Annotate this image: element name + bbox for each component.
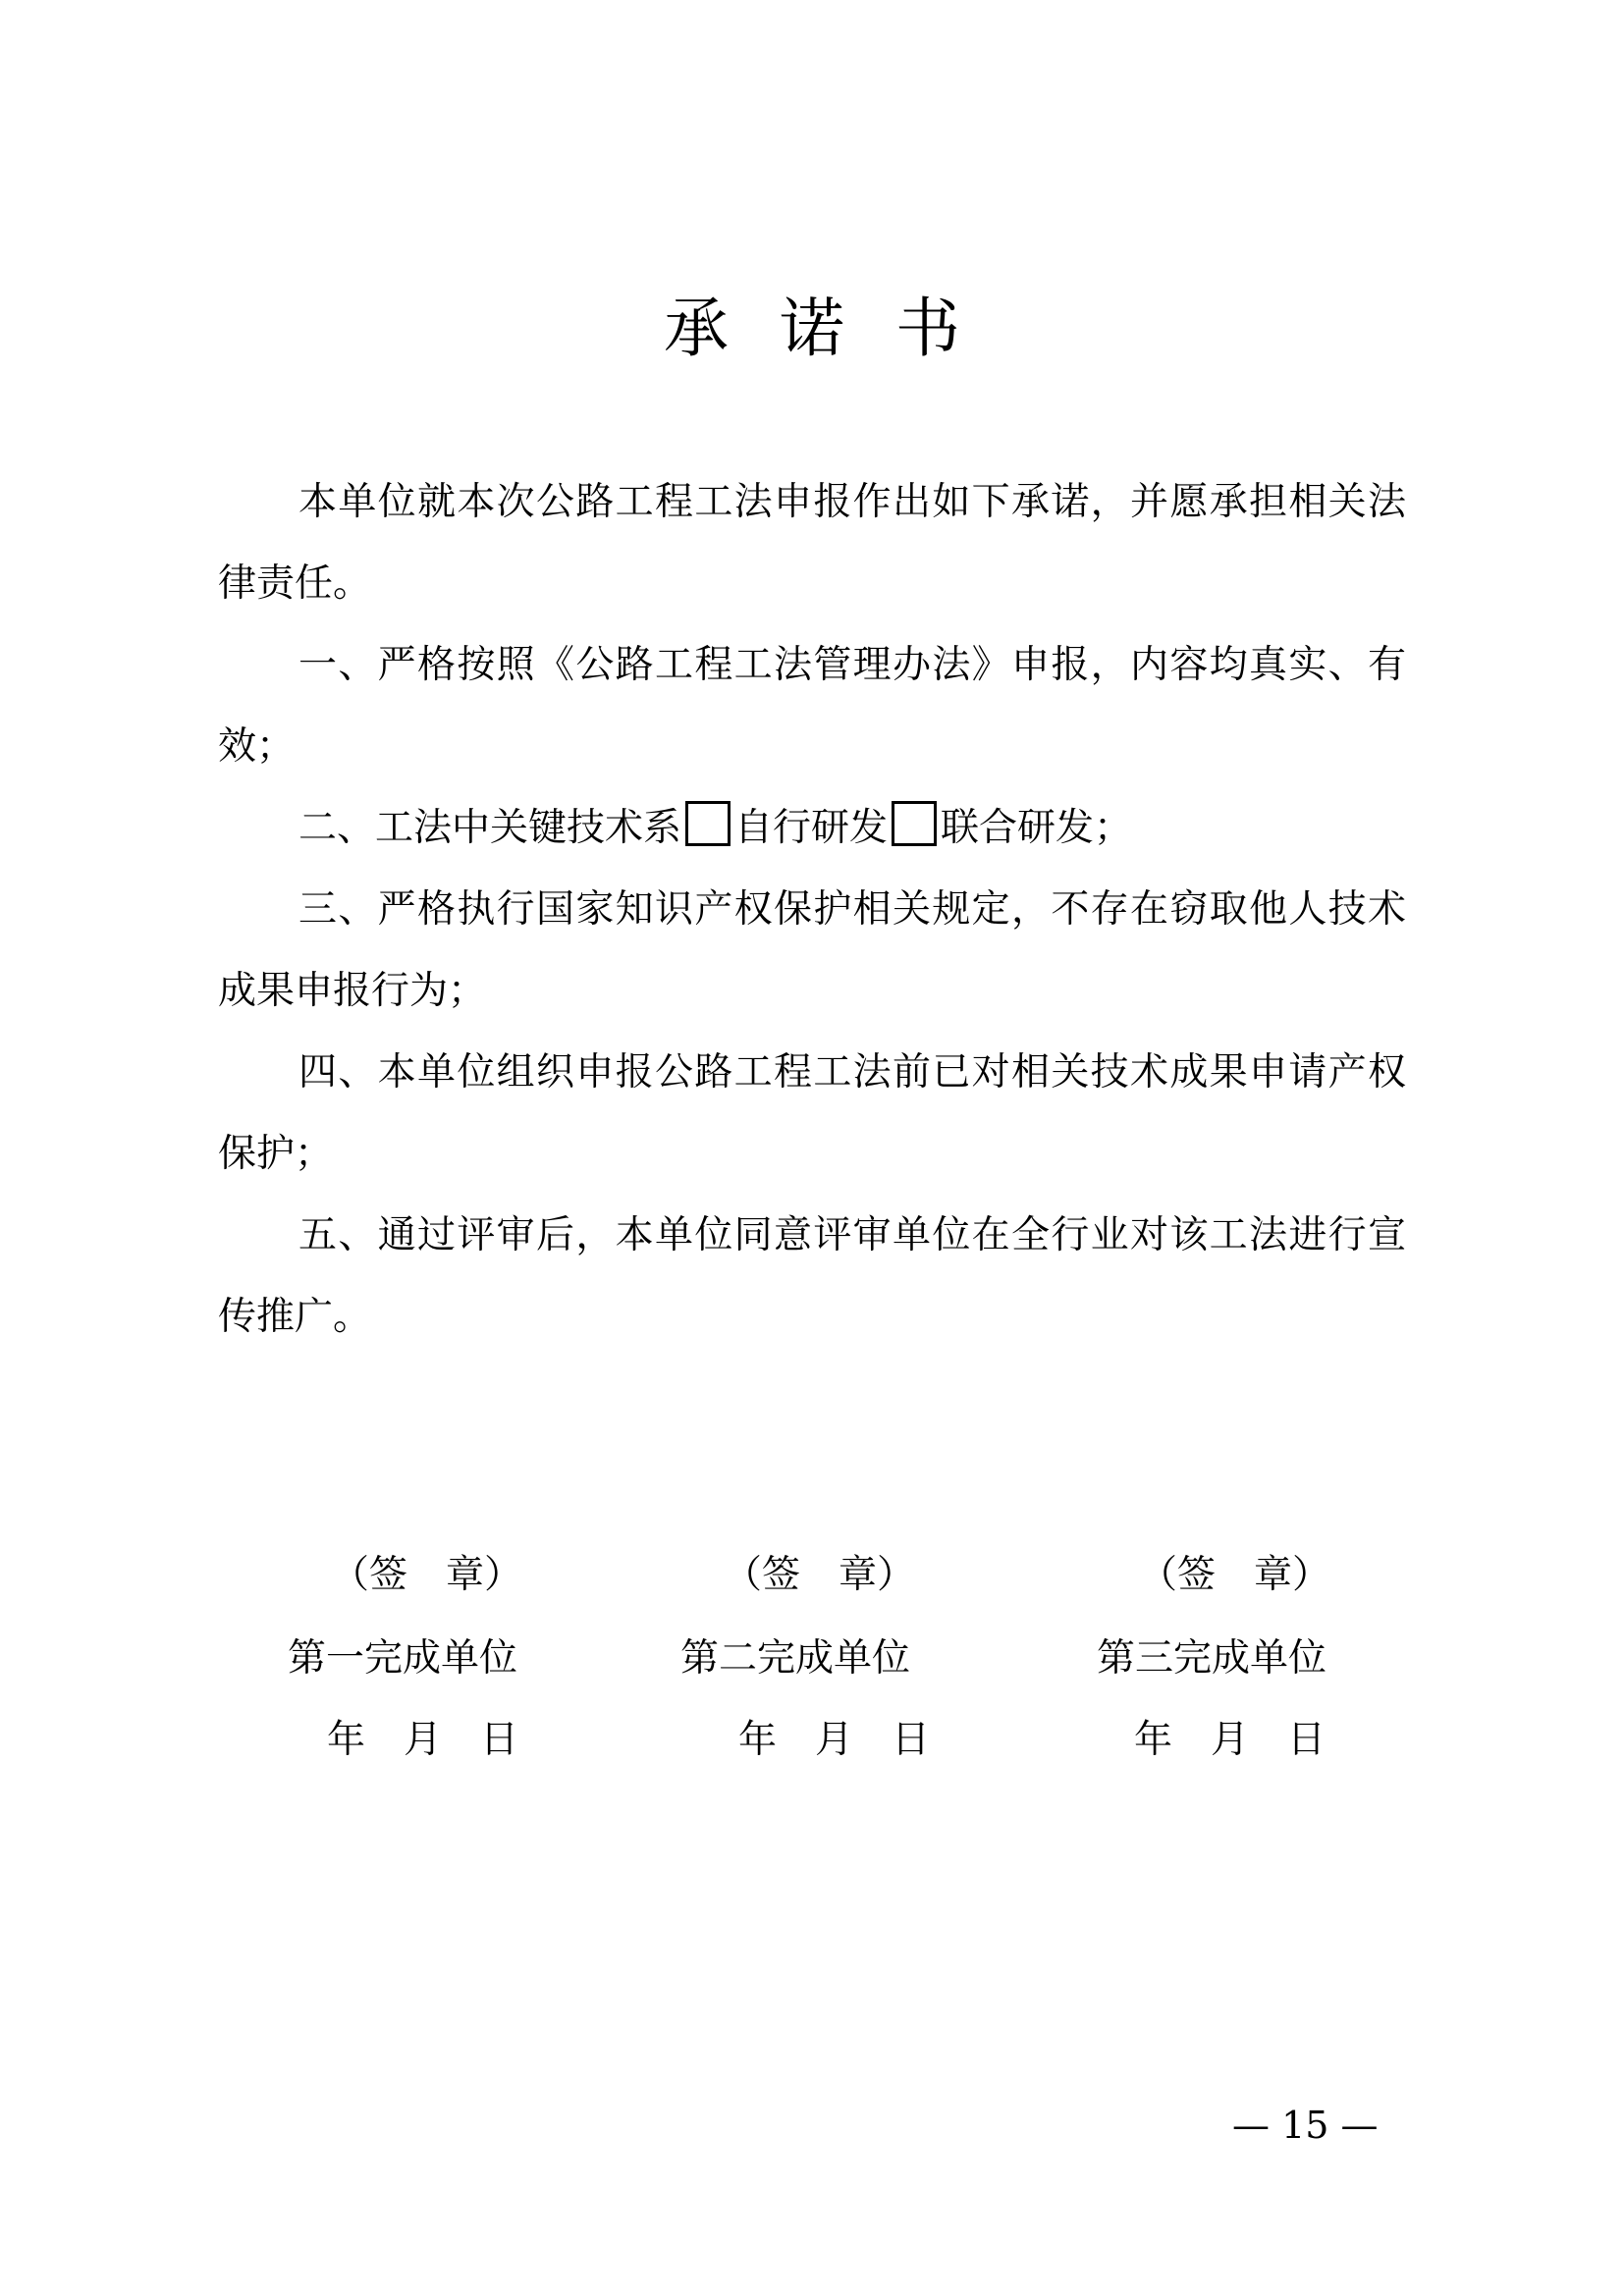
seal-label-2: （签 章） (724, 1553, 916, 1597)
date-label-3: 年 月 日 (1134, 1718, 1326, 1762)
joint-developed-checkbox[interactable] (892, 801, 937, 846)
item-2-prefix: 二、工法中关键技术系 (298, 806, 682, 850)
unit-label-3: 第三完成单位 (1097, 1636, 1327, 1681)
seal-label-3: （签 章） (1139, 1553, 1331, 1597)
self-developed-label: 自行研发 (734, 806, 889, 850)
commitment-item-2 (218, 787, 1406, 869)
commitment-item-4: 四、本单位组织申报公路工程工法前已对相关技术成果申请产权保护； (218, 1050, 1406, 1176)
document-title: 承诺书 (664, 291, 1011, 366)
commitment-body (218, 461, 1406, 1358)
date-label-1: 年 月 日 (327, 1718, 519, 1762)
intro-paragraph: 本单位就本次公路工程工法申报作出如下承诺，并愿承担相关法律责任。 (218, 480, 1406, 606)
unit-label-2: 第二完成单位 (680, 1636, 911, 1681)
self-developed-checkbox[interactable] (685, 801, 731, 846)
date-label-2: 年 月 日 (738, 1718, 931, 1762)
commitment-item-1: 一、严格按照《公路工程工法管理办法》申报，内容均真实、有效； (218, 643, 1406, 769)
joint-developed-label: 联合研发； (941, 806, 1133, 850)
unit-label-1: 第一完成单位 (288, 1636, 518, 1681)
seal-label-1: （签 章） (331, 1553, 523, 1597)
commitment-item-5: 五、通过评审后，本单位同意评审单位在全行业对该工法进行宣传推广。 (218, 1213, 1406, 1339)
page-number: — 15 — (1232, 2104, 1379, 2147)
commitment-item-3: 三、严格执行国家知识产权保护相关规定，不存在窃取他人技术成果申报行为； (218, 887, 1406, 1013)
